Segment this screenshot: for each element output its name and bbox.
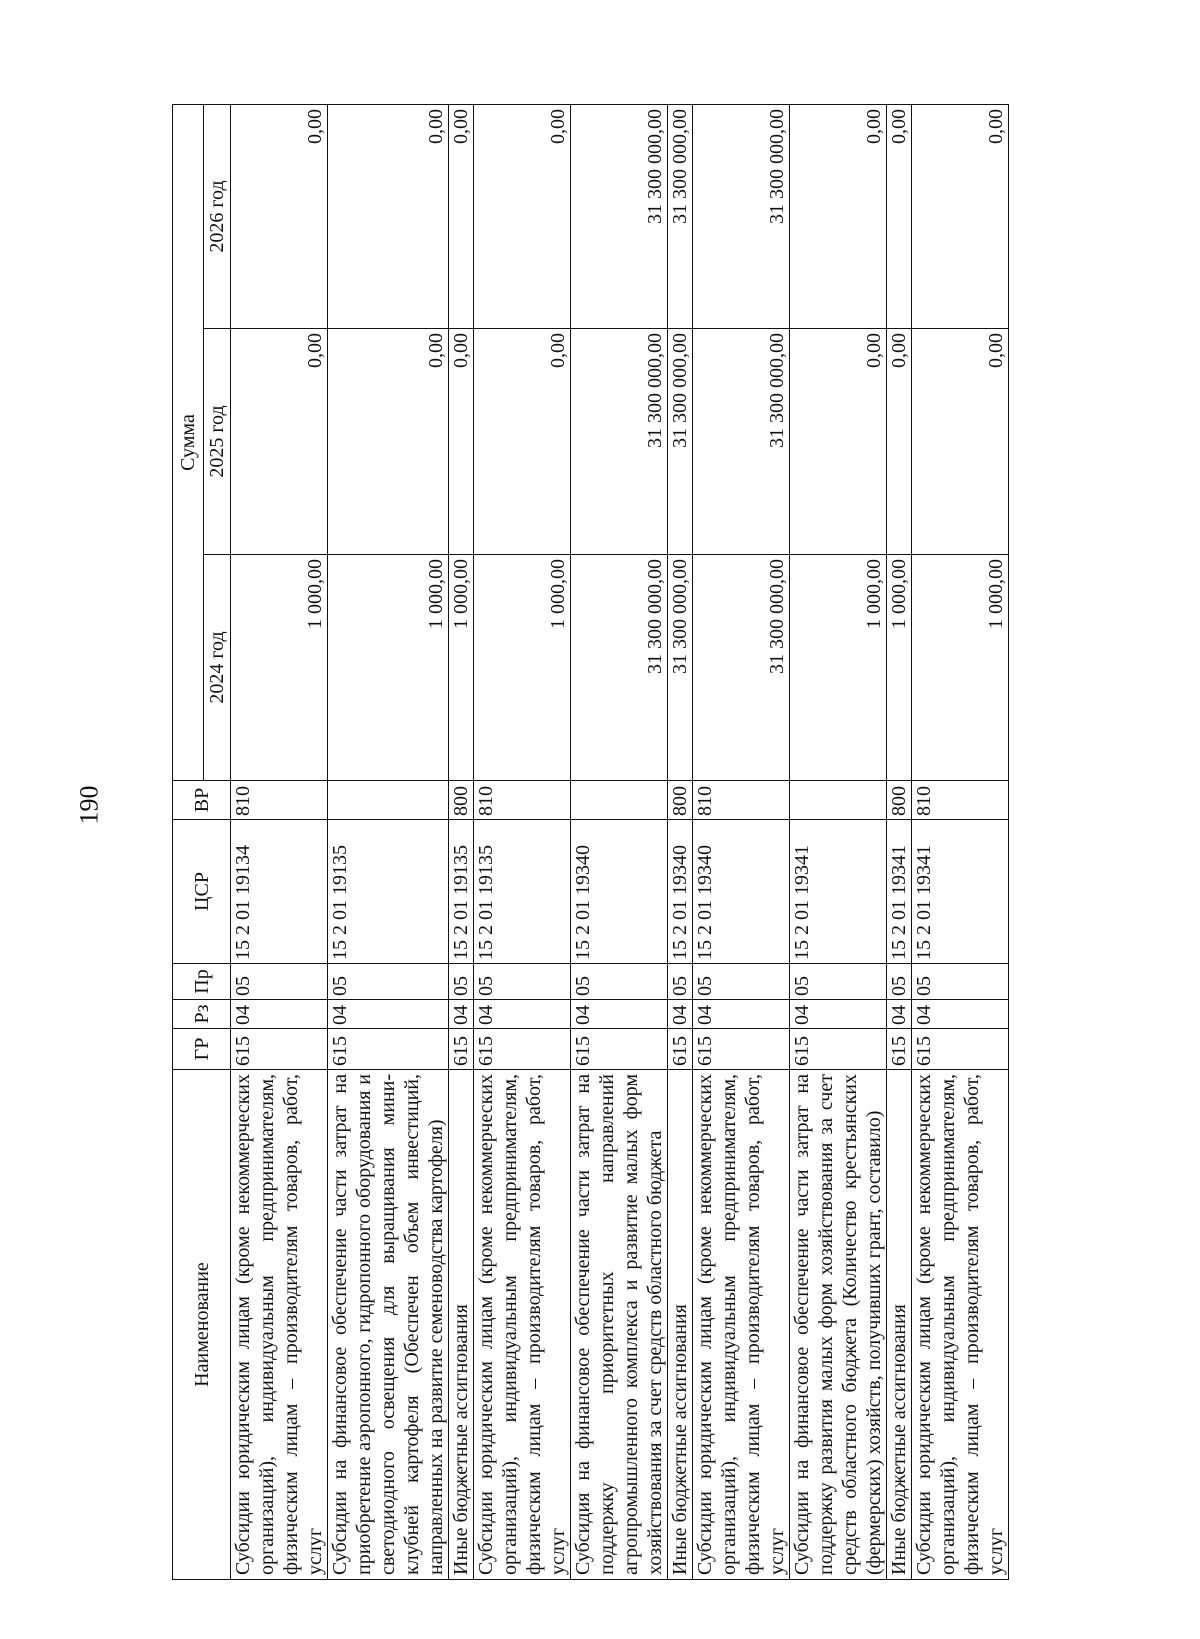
row-sum-2025: 0,00: [474, 329, 571, 555]
table-row: [328, 104, 449, 1579]
row-vr: [571, 781, 668, 820]
table-body: [231, 104, 1009, 1579]
row-sum-2026: 31 300 000,00: [693, 104, 790, 328]
table-row: [668, 104, 693, 1579]
row-gr: 615: [474, 1029, 571, 1070]
row-gr: 615: [668, 1029, 693, 1070]
row-gr: 615: [449, 1029, 474, 1070]
row-pr: 05: [693, 964, 790, 1000]
header-pr: Пр: [173, 964, 231, 1000]
row-csr: 15 2 01 19341: [887, 820, 912, 964]
row-sum-2025: 0,00: [449, 329, 474, 555]
row-pr: 05: [328, 964, 449, 1000]
row-name: Иные бюджетные ассигнования: [887, 1070, 912, 1580]
row-sum-2025: 31 300 000,00: [693, 329, 790, 555]
header-sum: Сумма: [173, 104, 204, 780]
row-gr: 615: [328, 1029, 449, 1070]
row-sum-2025: 0,00: [328, 329, 449, 555]
row-rz: 04: [328, 1000, 449, 1029]
table-row: [887, 104, 912, 1579]
header-gr: ГР: [173, 1029, 231, 1070]
row-rz: 04: [231, 1000, 328, 1029]
header-2025: 2025 год: [204, 329, 231, 555]
row-sum-2024: 1 000,00: [474, 555, 571, 781]
row-vr: 810: [693, 781, 790, 820]
row-pr: 05: [912, 964, 1009, 1000]
table-row: [571, 104, 668, 1579]
table-row: [449, 104, 474, 1579]
row-rz: 04: [693, 1000, 790, 1029]
row-csr: 15 2 01 19341: [790, 820, 887, 964]
row-sum-2024: 1 000,00: [231, 555, 328, 781]
row-csr: 15 2 01 19135: [474, 820, 571, 964]
row-gr: 615: [790, 1029, 887, 1070]
row-sum-2024: 1 000,00: [912, 555, 1009, 781]
row-csr: 15 2 01 19340: [571, 820, 668, 964]
row-sum-2026: 0,00: [449, 104, 474, 328]
row-vr: 800: [449, 781, 474, 820]
header-2024: 2024 год: [204, 555, 231, 781]
row-sum-2026: 0,00: [790, 104, 887, 328]
row-gr: 615: [912, 1029, 1009, 1070]
row-rz: 04: [912, 1000, 1009, 1029]
row-sum-2024: 1 000,00: [328, 555, 449, 781]
row-sum-2026: 0,00: [231, 104, 328, 328]
row-name: Субсидии юридическим лицам (кроме некоммерческих организаций), индивидуальным предпринимателям, физическим лицам – производителям товаров, работ, услуг: [693, 1070, 790, 1580]
row-pr: 05: [668, 964, 693, 1000]
row-pr: 05: [449, 964, 474, 1000]
row-vr: 810: [231, 781, 328, 820]
table-row: [790, 104, 887, 1579]
row-vr: 800: [668, 781, 693, 820]
row-csr: 15 2 01 19340: [668, 820, 693, 964]
row-pr: 05: [790, 964, 887, 1000]
page-number: 190: [74, 785, 104, 825]
row-name: Субсидии юридическим лицам (кроме некоммерческих организаций), индивидуальным предпринимателям, физическим лицам – производителям товаров, работ, услуг: [474, 1070, 571, 1580]
row-sum-2026: 0,00: [474, 104, 571, 328]
row-csr: 15 2 01 19135: [328, 820, 449, 964]
table-row: [693, 104, 790, 1579]
row-vr: 810: [912, 781, 1009, 820]
row-sum-2026: 31 300 000,00: [571, 104, 668, 328]
row-sum-2025: 0,00: [790, 329, 887, 555]
row-rz: 04: [668, 1000, 693, 1029]
row-sum-2026: 0,00: [328, 104, 449, 328]
row-name: Субсидия на финансовое обеспечение части затрат на поддержку приоритетных направлений агропромышленного комплекса и развитие малых форм хозяйствования за счет средств областного бюджета: [571, 1070, 668, 1580]
row-sum-2025: 31 300 000,00: [571, 329, 668, 555]
row-sum-2025: 31 300 000,00: [668, 329, 693, 555]
row-csr: 15 2 01 19135: [449, 820, 474, 964]
header-vr: ВР: [173, 781, 231, 820]
row-pr: 05: [231, 964, 328, 1000]
row-rz: 04: [449, 1000, 474, 1029]
row-name: Иные бюджетные ассигнования: [449, 1070, 474, 1580]
header-2026: 2026 год: [204, 104, 231, 328]
row-sum-2026: 0,00: [887, 104, 912, 328]
row-gr: 615: [887, 1029, 912, 1070]
row-pr: 05: [474, 964, 571, 1000]
row-vr: [790, 781, 887, 820]
row-sum-2024: 31 300 000,00: [693, 555, 790, 781]
row-sum-2025: 0,00: [912, 329, 1009, 555]
row-pr: 05: [887, 964, 912, 1000]
row-name: Субсидии юридическим лицам (кроме некоммерческих организаций), индивидуальным предпринимателям, физическим лицам – производителям товаров, работ, услуг: [231, 1070, 328, 1580]
row-sum-2024: 1 000,00: [790, 555, 887, 781]
rotated-page-content: [172, 105, 1070, 1580]
row-sum-2024: 1 000,00: [887, 555, 912, 781]
row-rz: 04: [887, 1000, 912, 1029]
row-name: Иные бюджетные ассигнования: [668, 1070, 693, 1580]
row-vr: 810: [474, 781, 571, 820]
row-sum-2025: 0,00: [887, 329, 912, 555]
table-row: [231, 104, 328, 1579]
row-sum-2024: 31 300 000,00: [668, 555, 693, 781]
table-header-row: [173, 104, 204, 1579]
row-csr: 15 2 01 19340: [693, 820, 790, 964]
row-rz: 04: [474, 1000, 571, 1029]
header-rz: Рз: [173, 1000, 231, 1029]
row-csr: 15 2 01 19341: [912, 820, 1009, 964]
row-name: Субсидии юридическим лицам (кроме некоммерческих организаций), индивидуальным предпринимателям, физическим лицам – производителям товаров, работ, услуг: [912, 1070, 1009, 1580]
row-sum-2024: 1 000,00: [449, 555, 474, 781]
row-sum-2026: 0,00: [912, 104, 1009, 328]
row-name: Субсидии на финансовое обеспечение части затрат на поддержку развития малых форм хозяйствования за счет средств областного бюджета (Количество крестьянских (фермерских) хозяйств, получивших грант, составило): [790, 1070, 887, 1580]
row-vr: [328, 781, 449, 820]
row-gr: 615: [571, 1029, 668, 1070]
row-rz: 04: [790, 1000, 887, 1029]
row-sum-2024: 31 300 000,00: [571, 555, 668, 781]
row-name: Субсидии на финансовое обеспечение части затрат на приобретение аэропонного, гидропонного оборудования и светодиодного освещения для выращивания мини-клубней картофеля (Обеспечен объем инвестиций, направленных на развитие семеноводства картофеля): [328, 1070, 449, 1580]
row-pr: 05: [571, 964, 668, 1000]
row-sum-2026: 31 300 000,00: [668, 104, 693, 328]
row-sum-2025: 0,00: [231, 329, 328, 555]
row-vr: 800: [887, 781, 912, 820]
row-gr: 615: [693, 1029, 790, 1070]
table-row: [474, 104, 571, 1579]
row-rz: 04: [571, 1000, 668, 1029]
table-row: [912, 104, 1009, 1579]
header-name: Наименование: [173, 1070, 231, 1580]
budget-table: [172, 104, 1009, 1580]
header-csr: ЦСР: [173, 820, 231, 964]
row-gr: 615: [231, 1029, 328, 1070]
row-csr: 15 2 01 19134: [231, 820, 328, 964]
